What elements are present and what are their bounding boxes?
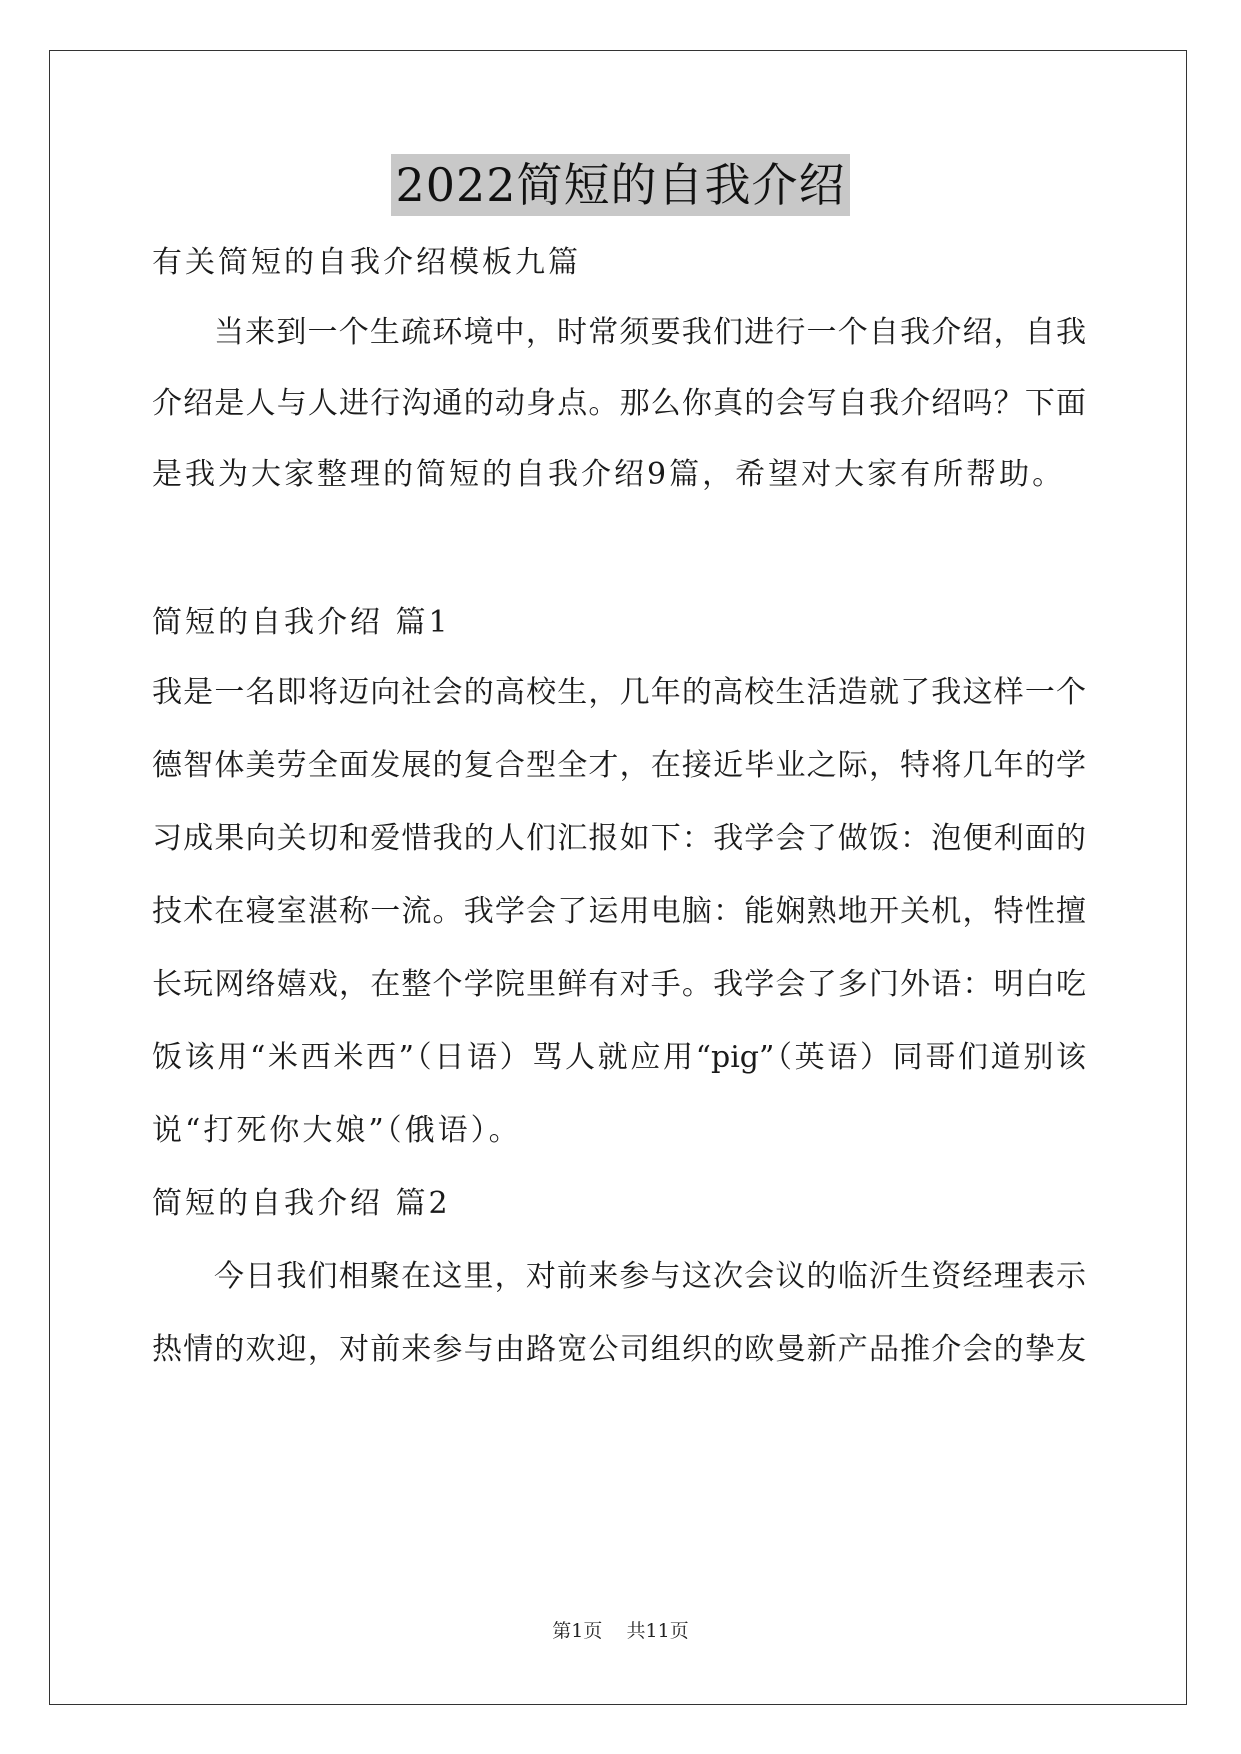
body-line: 说“打死你大娘”（俄语）。 (152, 1113, 522, 1148)
document-subtitle: 有关简短的自我介绍模板九篇 (152, 245, 581, 280)
page-border (49, 50, 1187, 1705)
intro-line: 当来到一个生疏环境中，时常须要我们进行一个自我介绍，自我 (214, 315, 1086, 350)
intro-line: 介绍是人与人进行沟通的动身点。那么你真的会写自我介绍吗？下面 (152, 386, 1086, 421)
section-heading: 简短的自我介绍 篇1 (152, 605, 451, 640)
body-line: 今日我们相聚在这里，对前来参与这次会议的临沂生资经理表示 (214, 1259, 1086, 1294)
intro-line: 是我为大家整理的简短的自我介绍9篇，希望对大家有所帮助。 (152, 457, 1066, 492)
body-line: 习成果向关切和爱惜我的人们汇报如下：我学会了做饭：泡便利面的 (152, 821, 1086, 856)
body-line: 我是一名即将迈向社会的高校生，几年的高校生活造就了我这样一个 (152, 675, 1086, 710)
body-line: 饭该用“米西米西”（日语）骂人就应用“pig”（英语）同哥们道别该 (152, 1040, 1086, 1075)
page-number: 第1页 (552, 1620, 603, 1642)
body-line: 长玩网络嬉戏，在整个学院里鲜有对手。我学会了多门外语：明白吃 (152, 967, 1086, 1002)
page-footer (0, 1618, 1241, 1644)
title-container (0, 154, 1241, 216)
body-line: 德智体美劳全面发展的复合型全才，在接近毕业之际，特将几年的学 (152, 748, 1086, 783)
body-line: 热情的欢迎，对前来参与由路宽公司组织的欧曼新产品推介会的挚友 (152, 1332, 1086, 1367)
document-title: 2022简短的自我介绍 (391, 154, 849, 216)
body-line: 技术在寝室湛称一流。我学会了运用电脑：能娴熟地开关机，特性擅 (152, 894, 1086, 929)
page-total: 共11页 (626, 1620, 689, 1642)
section-heading: 简短的自我介绍 篇2 (152, 1186, 451, 1221)
